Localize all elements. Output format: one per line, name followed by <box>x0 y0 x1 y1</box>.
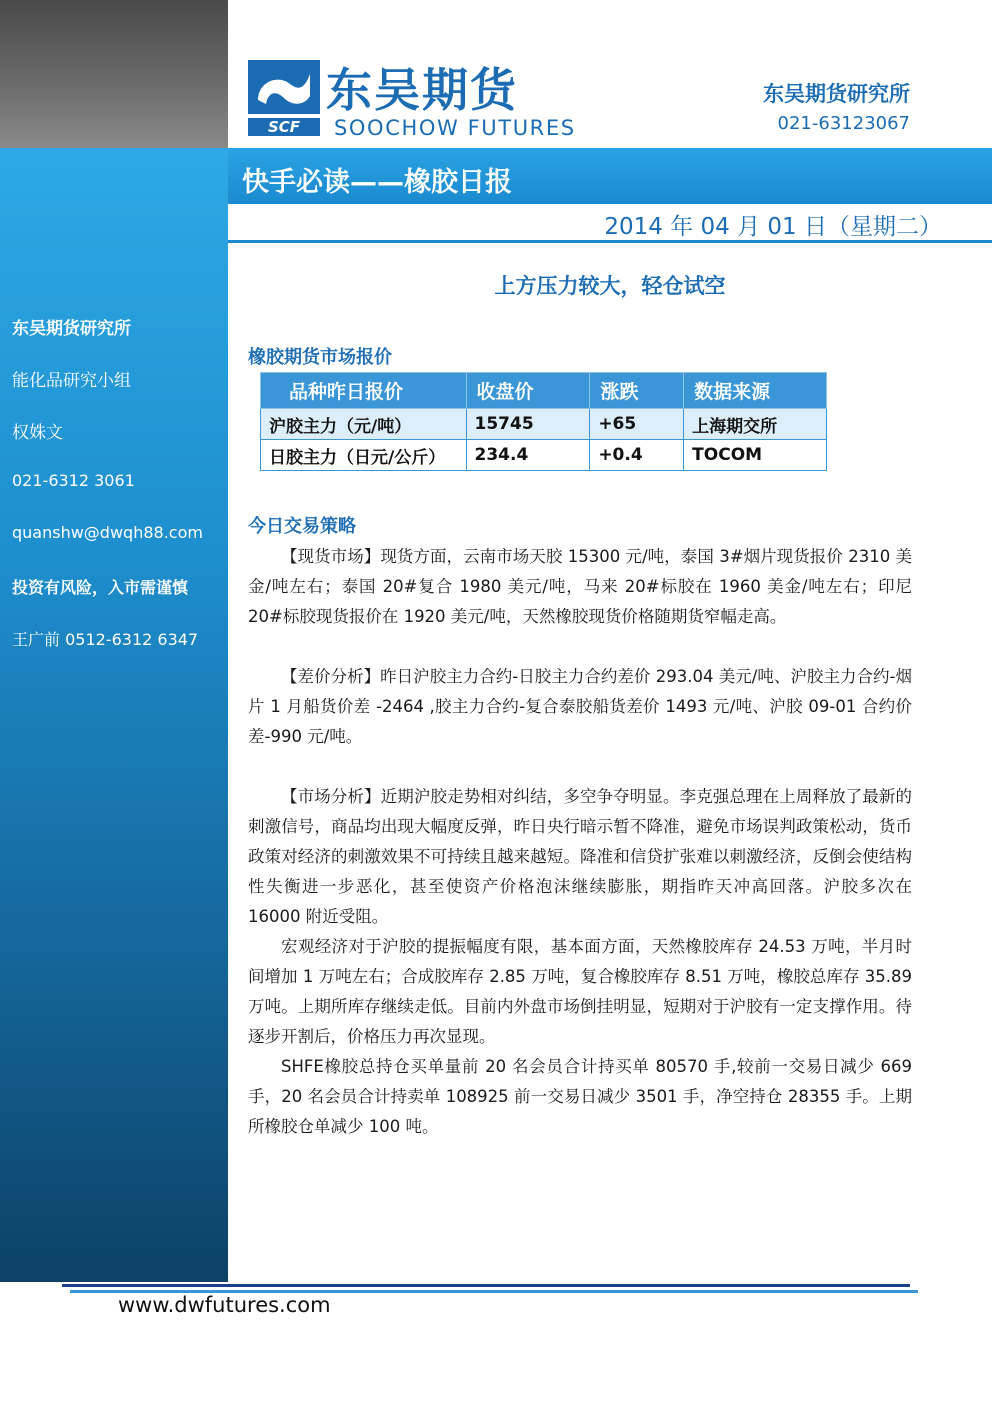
footer-website-link[interactable]: www.dwfutures.com <box>118 1293 331 1317</box>
report-date: 2014 年 04 月 01 日（星期二） <box>604 214 942 240</box>
table-cell: TOCOM <box>684 440 827 471</box>
paragraph-positions: SHFE橡胶总持仓买单量前 20 名会员合计持买单 80570 手,较前一交易日减少 669 手，20 名会员合计持卖单 108925 前一交易日减少 3501 手，净空持仓 28355 手。上期所橡胶仓单减少 100 吨。 <box>248 1057 912 1136</box>
table-row <box>261 440 827 471</box>
sidebar-institute: 东吴期货研究所 <box>12 319 131 339</box>
sidebar-top-block <box>0 0 228 148</box>
logo-badge-text: SCF <box>267 118 301 136</box>
report-title: 快手必读——橡胶日报 <box>242 167 512 198</box>
quote-table <box>260 372 827 471</box>
title-bar <box>228 148 992 204</box>
table-cell: 沪胶主力（元/吨） <box>261 409 467 440</box>
date-divider <box>228 240 992 243</box>
sidebar-email[interactable]: quanshw@dwqh88.com <box>12 523 203 542</box>
table-cell: 234.4 <box>466 440 590 471</box>
sidebar <box>0 148 228 1282</box>
sidebar-contact: 王广前 0512-6312 6347 <box>12 630 199 649</box>
paragraph-market-analysis: 【市场分析】近期沪胶走势相对纠结，多空争夺明显。李克强总理在上周释放了最新的刺激信号，商品均出现大幅度反弹，昨日央行暗示暂不降准，避免市场误判政策松动，货币政策对经济的刺激效果不可持续且越来越短。降准和信贷扩张难以刺激经济，反倒会使结构性失衡进一步恶化，甚至使资产价格泡沫继续膨胀，期指昨天冲高回落。沪胶多次在 16000 附近受阻。 <box>248 787 912 926</box>
paragraph-spot-market: 【现货市场】现货方面，云南市场天胶 15300 元/吨，泰国 3#烟片现货报价 2310 美金/吨左右；泰国 20#复合 1980 美元/吨，马来 20#标胶在 1960 美金/吨左右；印尼 20#标胶现货报价在 1920 美元/吨，天然橡胶现货价格随期货窄幅走高。 <box>248 547 912 626</box>
table-cell: 上海期交所 <box>684 409 827 440</box>
table-cell: 日胶主力（日元/公斤） <box>261 440 467 471</box>
sidebar-analyst: 权姝文 <box>12 423 63 443</box>
strategy-body <box>248 542 912 1142</box>
column-header: 数据来源 <box>684 373 827 409</box>
quote-section-title: 橡胶期货市场报价 <box>248 347 392 368</box>
paragraph-spread-analysis: 【差价分析】昨日沪胶主力合约-日胶主力合约差价 293.04 美元/吨、沪胶主力合约-烟片 1 月船货价差 -2464 ,胶主力合约-复合泰胶船货差价 1493 元/吨、沪胶 09-01 合约价差-990 元/吨。 <box>248 667 912 746</box>
table-cell: 15745 <box>466 409 590 440</box>
header-institute: 东吴期货研究所 <box>763 82 910 106</box>
sidebar-phone: 021-6312 3061 <box>12 471 135 490</box>
report-headline: 上方压力较大，轻仓试空 <box>494 274 726 298</box>
paragraph-macro: 宏观经济对于沪胶的提振幅度有限，基本面方面，天然橡胶库存 24.53 万吨，半月时间增加 1 万吨左右；合成胶库存 2.85 万吨，复合橡胶库存 8.51 万吨，橡胶总库存 35.89 万吨。上期所库存继续走低。目前内外盘市场倒挂明显，短期对于沪胶有一定支撑作用。待逐步开割后，价格压力再次显现。 <box>248 937 912 1046</box>
sidebar-risk-notice: 投资有风险，入市需谨慎 <box>12 578 189 597</box>
table-cell: +65 <box>590 409 684 440</box>
column-header: 品种昨日报价 <box>261 373 467 409</box>
header-phone: 021-63123067 <box>777 113 910 134</box>
table-row <box>261 409 827 440</box>
company-logo <box>248 60 588 142</box>
table-cell: +0.4 <box>590 440 684 471</box>
table-header-row <box>261 373 827 409</box>
footer-divider <box>62 1284 910 1287</box>
logo-name: 东吴期货 <box>326 63 518 117</box>
column-header: 收盘价 <box>466 373 590 409</box>
scf-logo-icon <box>248 60 320 136</box>
strategy-section-title: 今日交易策略 <box>248 516 356 537</box>
column-header: 涨跌 <box>590 373 684 409</box>
sidebar-group: 能化品研究小组 <box>12 371 131 391</box>
logo-english-name: SOOCHOW FUTURES <box>334 116 576 140</box>
